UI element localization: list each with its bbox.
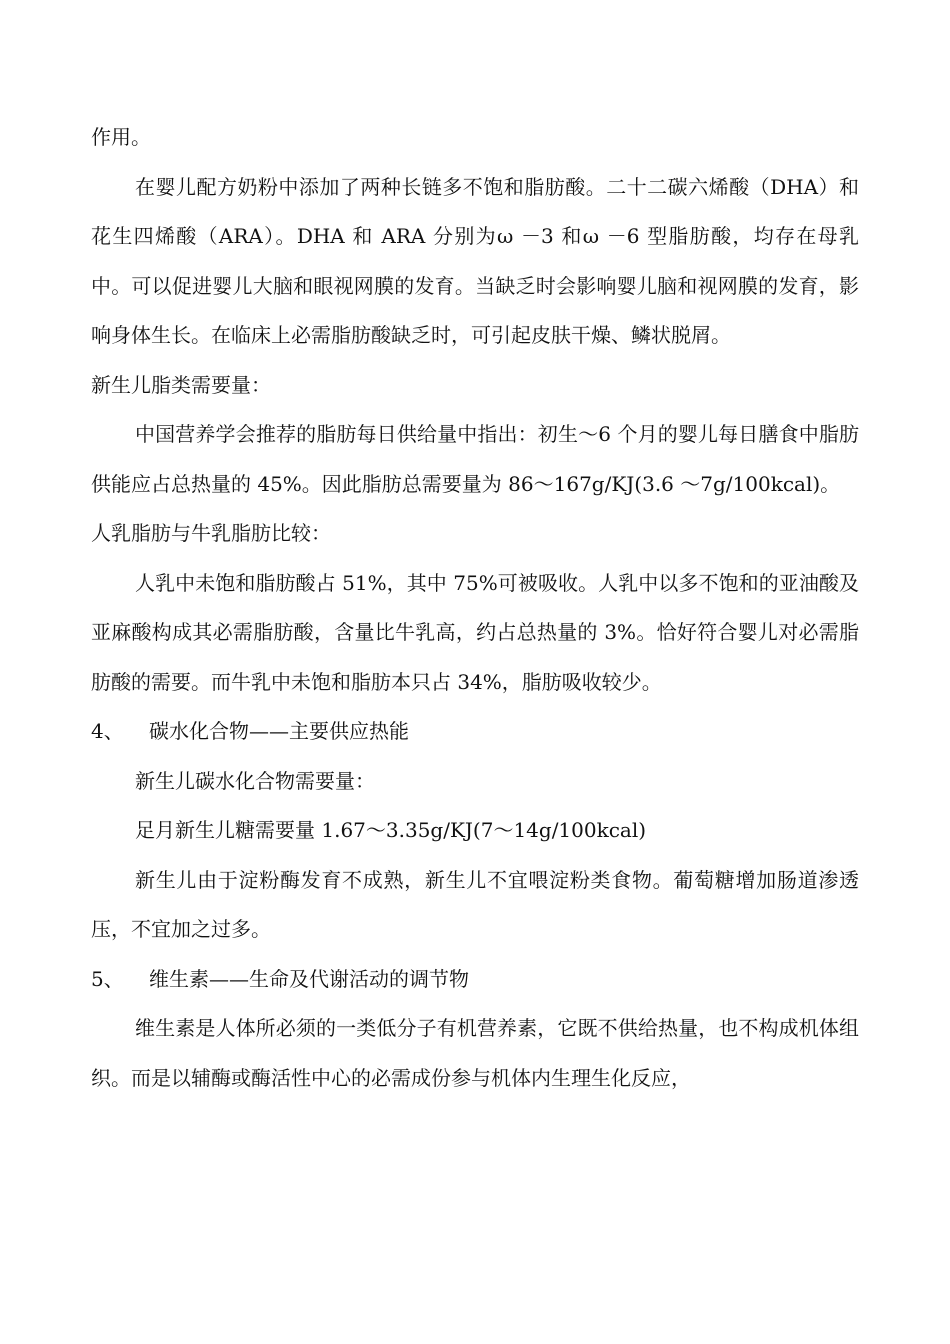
paragraph-sugar-needs: 足月新生儿糖需要量 1.67～3.35g/KJ(7～14g/100kcal) xyxy=(135,818,647,842)
section-number: 4、 xyxy=(91,719,124,743)
section-heading-carbohydrates xyxy=(91,707,859,757)
section-title: 维生素——生命及代谢活动的调节物 xyxy=(149,966,469,991)
section-number: 5、 xyxy=(91,966,124,991)
document-body xyxy=(91,113,859,1103)
section-heading-vitamins xyxy=(91,955,859,1005)
subheading-carb-needs: 新生儿碳水化合物需要量： xyxy=(135,768,375,793)
paragraph-amylase: 新生儿由于淀粉酶发育不成熟，新生儿不宜喂淀粉类食物。葡萄糖增加肠道渗透压，不宜加之过多。 xyxy=(91,867,859,941)
paragraph-dha-ara: 在婴儿配方奶粉中添加了两种长链多不饱和脂肪酸。二十二碳六烯酸（DHA）和花生四烯酸（ARA）。DHA 和 ARA 分别为ω －3 和ω －6 型脂肪酸，均存在母乳中。可以促进婴儿大脑和眼视网膜的发育。当缺乏时会影响婴儿脑和视网膜的发育，影响身体生长。在临床上必需脂肪酸缺乏时，可引起皮肤干燥、鳞状脱屑。 xyxy=(91,174,859,347)
paragraph-fat-supply: 中国营养学会推荐的脂肪每日供给量中指出：初生～6 个月的婴儿每日膳食中脂肪供能应占总热量的 45%。因此脂肪总需要量为 86～167g/KJ(3.6 ～7g/100kcal)。 xyxy=(91,422,859,496)
subheading-milk-fat-comparison: 人乳脂肪与牛乳脂肪比较： xyxy=(91,521,331,545)
section-title: 碳水化合物——主要供应热能 xyxy=(149,719,409,743)
paragraph-vitamins: 维生素是人体所必须的一类低分子有机营养素，它既不供给热量，也不构成机体组织。而是以辅酶或酶活性中心的必需成份参与机体内生理生化反应， xyxy=(91,1016,859,1090)
paragraph-continuation: 作用。 xyxy=(91,125,151,149)
paragraph-human-milk-fat: 人乳中未饱和脂肪酸占 51%，其中 75%可被吸收。人乳中以多不饱和的亚油酸及亚麻酸构成其必需脂肪酸，含量比牛乳高，约占总热量的 3%。恰好符合婴儿对必需脂肪酸的需要。而牛乳中未饱和脂肪本只占 34%，脂肪吸收较少。 xyxy=(91,570,859,694)
subheading-newborn-lipid-needs: 新生儿脂类需要量： xyxy=(91,372,271,397)
